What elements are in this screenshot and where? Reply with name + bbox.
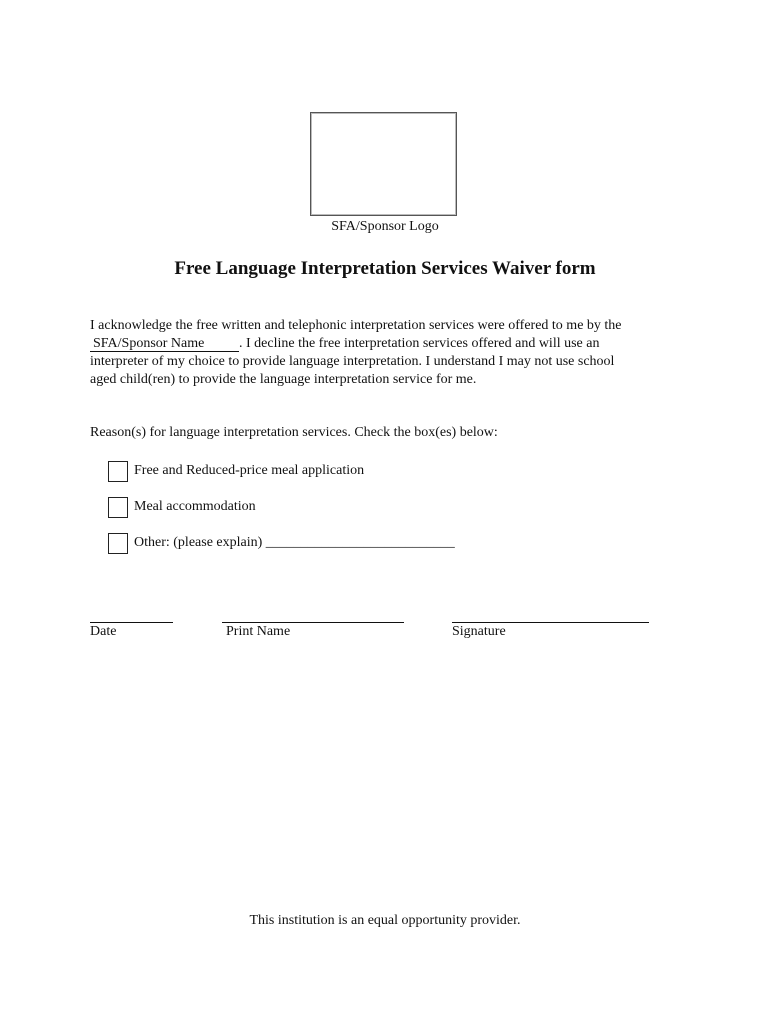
checkbox[interactable]: [108, 533, 128, 554]
date-line[interactable]: [90, 622, 173, 623]
date-label: Date: [90, 624, 117, 639]
signature-line[interactable]: [452, 622, 649, 623]
acknowledgement-line-4: aged child(ren) to provide the language interpretation service for me.: [90, 372, 477, 387]
logo-caption: SFA/Sponsor Logo: [331, 219, 439, 234]
checkbox[interactable]: [108, 497, 128, 518]
option-other[interactable]: [108, 531, 455, 555]
signature-label: Signature: [452, 624, 506, 639]
checkbox[interactable]: [108, 461, 128, 482]
option-free-reduced-meal[interactable]: [108, 459, 364, 483]
logo-placeholder: [310, 112, 457, 216]
option-label: Meal accommodation: [134, 499, 256, 514]
acknowledgement-line-2-text: . I decline the free interpretation services offered and will use an: [239, 336, 600, 351]
acknowledgement-paragraph: [90, 317, 690, 389]
sponsor-name-field[interactable]: SFA/Sponsor Name: [90, 336, 239, 352]
option-label: Free and Reduced-price meal application: [134, 463, 365, 478]
form-title: Free Language Interpretation Services Waiver form: [174, 258, 596, 279]
reasons-prompt: Reason(s) for language interpretation services. Check the box(es) below:: [90, 425, 498, 440]
print-name-label: Print Name: [226, 624, 291, 639]
equal-opportunity-statement: This institution is an equal opportunity provider.: [249, 913, 521, 928]
option-label: Other: (please explain) ___________________________: [134, 535, 455, 550]
acknowledgement-line-2: [90, 335, 690, 353]
print-name-line[interactable]: [222, 622, 404, 623]
acknowledgement-line-1: I acknowledge the free written and telephonic interpretation services were offered to me by the: [90, 318, 622, 333]
acknowledgement-line-3: interpreter of my choice to provide language interpretation. I understand I may not use school: [90, 354, 615, 369]
option-meal-accommodation[interactable]: [108, 495, 256, 519]
